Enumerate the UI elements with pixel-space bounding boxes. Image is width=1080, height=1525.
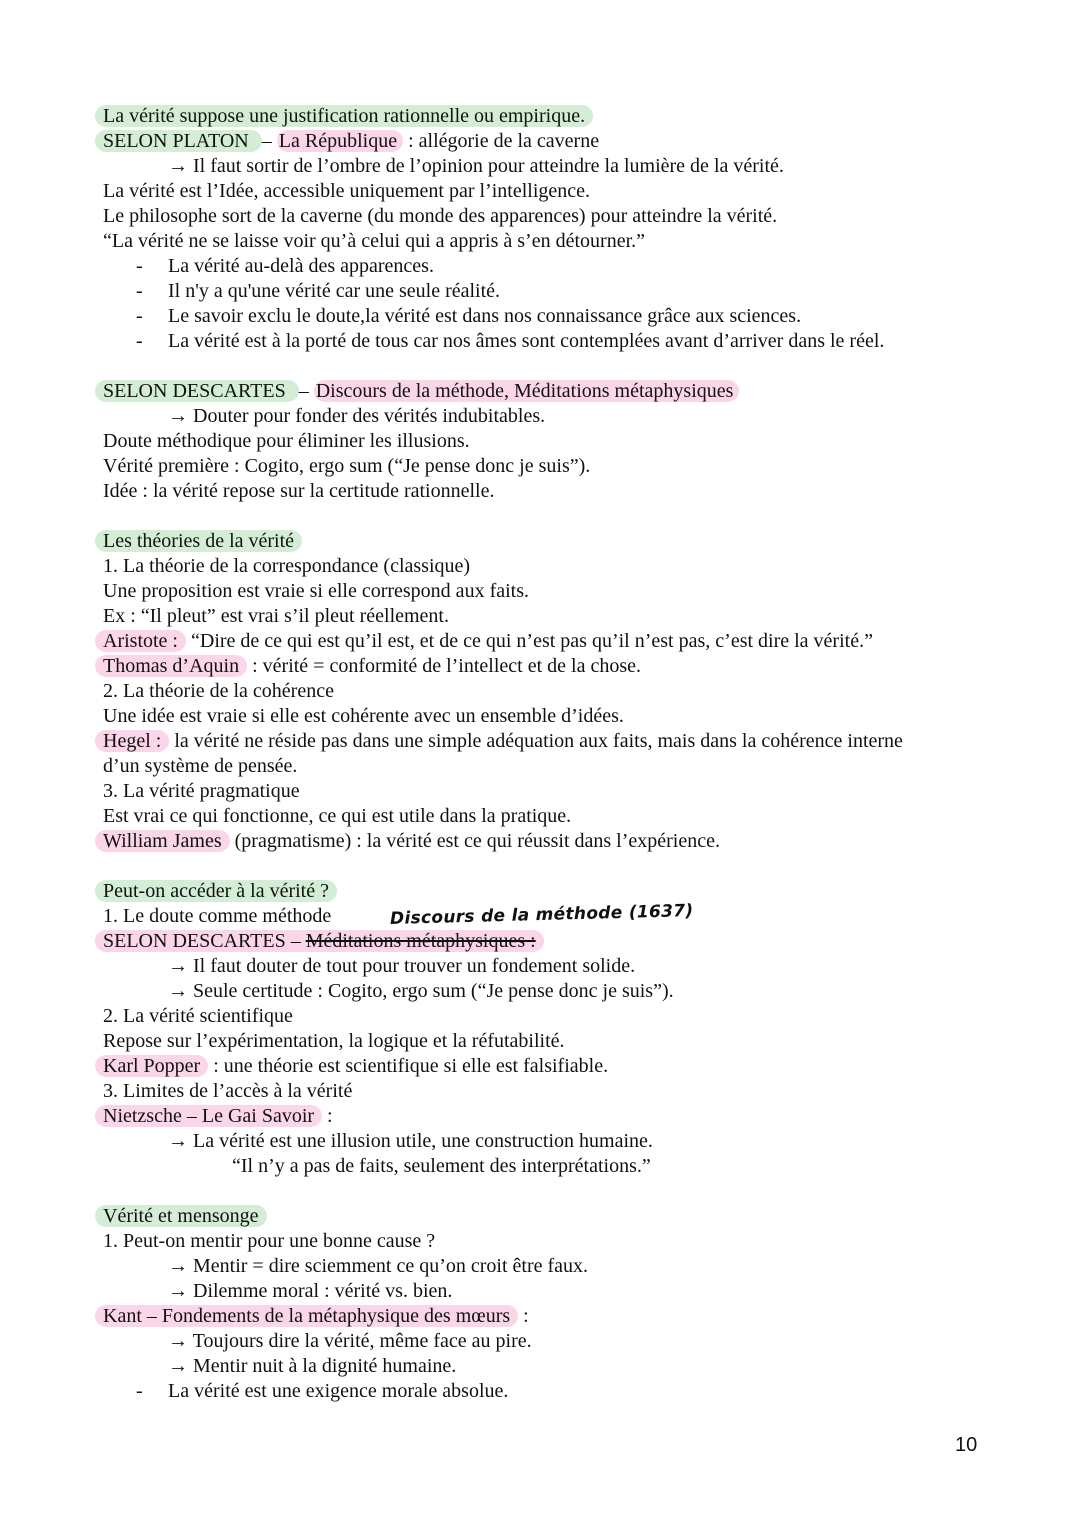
author-nietzsche: Nietzsche – Le Gai Savoir	[95, 1105, 322, 1127]
subheading: 1. Le doute comme méthode	[103, 905, 332, 927]
nietzsche-line: Nietzsche – Le Gai Savoir :	[103, 1104, 333, 1129]
platon-name: SELON PLATON	[95, 130, 262, 152]
quote-line: “La vérité ne se laisse voir qu’à celui qui a appris à s’en détourner.”	[103, 230, 646, 252]
author-hegel: Hegel :	[95, 730, 169, 752]
popper-line: Karl Popper : une théorie est scientifique si elle est falsifiable.	[103, 1054, 608, 1079]
bullet-dash: -	[136, 255, 143, 277]
text-line: Ex : “Il pleut” est vrai s’il pleut réellement.	[103, 605, 449, 627]
arrow-line: → Dilemme moral : vérité vs. bien.	[168, 1280, 453, 1302]
text-line: Une idée est vraie si elle est cohérente avec un ensemble d’idées.	[103, 705, 624, 727]
arrow-line: → Douter pour fonder des vérités indubitables.	[168, 405, 546, 427]
author-popper: Karl Popper	[95, 1055, 208, 1077]
text-line: Une proposition est vraie si elle correspond aux faits.	[103, 580, 529, 602]
struck-text: Méditations métaphysiques :	[305, 930, 536, 952]
highlight-pink: SELON DESCARTES – Méditations métaphysiques :	[95, 930, 544, 952]
section-title: Les théories de la vérité	[103, 529, 302, 554]
bullet-dash: -	[136, 305, 143, 327]
bullet-item: La vérité est une exigence morale absolue.	[168, 1380, 509, 1402]
text-line: Le philosophe sort de la caverne (du monde des apparences) pour atteindre la vérité.	[103, 205, 778, 227]
hegel-line: Hegel : la vérité ne réside pas dans une simple adéquation aux faits, mais dans la cohérence interne	[103, 729, 903, 754]
james-line: William James (pragmatisme) : la vérité est ce qui réussit dans l’expérience.	[103, 829, 720, 854]
bullet-item: La vérité est à la porté de tous car nos âmes sont contemplées avant d’arriver dans le réel.	[168, 330, 885, 352]
arrow-line: → Seule certitude : Cogito, ergo sum (“Je pense donc je suis”).	[168, 980, 674, 1002]
arrow-line: → Il faut douter de tout pour trouver un fondement solide.	[168, 955, 636, 977]
highlight-green: La vérité suppose une justification rationnelle ou empirique.	[95, 105, 593, 127]
platon-heading: SELON PLATON – La République : allégorie de la caverne	[103, 129, 599, 154]
text-line: Doute méthodique pour éliminer les illusions.	[103, 430, 470, 452]
bullet-dash: -	[136, 280, 143, 302]
text-line: Repose sur l’expérimentation, la logique et la réfutabilité.	[103, 1030, 565, 1052]
text-line: Idée : la vérité repose sur la certitude rationnelle.	[103, 480, 495, 502]
platon-work: La République	[277, 130, 403, 152]
text-line: d’un système de pensée.	[103, 755, 298, 777]
descartes-heading-2	[103, 929, 544, 954]
subheading: 3. Limites de l’accès à la vérité	[103, 1080, 353, 1102]
bullet-item: La vérité au-delà des apparences.	[168, 255, 434, 277]
subheading: 2. La vérité scientifique	[103, 1005, 293, 1027]
thomas-line: Thomas d’Aquin : vérité = conformité de l’intellect et de la chose.	[103, 654, 641, 679]
descartes-heading: SELON DESCARTES – Discours de la méthode, Méditations métaphysiques	[103, 379, 739, 404]
text-line: Vérité première : Cogito, ergo sum (“Je pense donc je suis”).	[103, 455, 591, 477]
subheading: 2. La théorie de la cohérence	[103, 680, 334, 702]
bullet-item: Il n'y a qu'une vérité car une seule réalité.	[168, 280, 501, 302]
intro-line	[103, 104, 593, 129]
arrow-line: → Il faut sortir de l’ombre de l’opinion pour atteindre la lumière de la vérité.	[168, 155, 784, 177]
author-aristote: Aristote :	[95, 630, 186, 652]
text-line: Est vrai ce qui fonctionne, ce qui est utile dans la pratique.	[103, 805, 572, 827]
author-thomas: Thomas d’Aquin	[95, 655, 247, 677]
arrow-line: → Toujours dire la vérité, même face au pire.	[168, 1330, 532, 1352]
subheading: 1. Peut-on mentir pour une bonne cause ?	[103, 1230, 436, 1252]
handwritten-note: Discours de la méthode (1637)	[389, 901, 694, 929]
kant-line: Kant – Fondements de la métaphysique des mœurs :	[103, 1304, 529, 1329]
quote-line: “Il n’y a pas de faits, seulement des interprétations.”	[232, 1155, 651, 1177]
arrow-line: → La vérité est une illusion utile, une construction humaine.	[168, 1130, 653, 1152]
aristote-line: Aristote : “Dire de ce qui est qu’il est, et de ce qui n’est pas qu’il n’est pas, c’est dire la vérité.”	[103, 629, 873, 654]
descartes-name: SELON DESCARTES	[95, 380, 299, 402]
arrow-line: → Mentir = dire sciemment ce qu’on croit être faux.	[168, 1255, 589, 1277]
descartes-works: Discours de la méthode, Méditations métaphysiques	[314, 380, 740, 402]
subheading: 3. La vérité pragmatique	[103, 780, 300, 802]
section-title: Vérité et mensonge	[103, 1204, 267, 1229]
author-kant: Kant – Fondements de la métaphysique des mœurs	[95, 1305, 518, 1327]
page-number: 10	[955, 1434, 978, 1456]
bullet-item: Le savoir exclu le doute,la vérité est dans nos connaissance grâce aux sciences.	[168, 305, 802, 327]
author-james: William James	[95, 830, 230, 852]
bullet-dash: -	[136, 1380, 143, 1402]
text-line: La vérité est l’Idée, accessible uniquement par l’intelligence.	[103, 180, 591, 202]
arrow-line: → Mentir nuit à la dignité humaine.	[168, 1355, 457, 1377]
section-title: Peut-on accéder à la vérité ?	[103, 879, 337, 904]
bullet-dash: -	[136, 330, 143, 352]
subheading: 1. La théorie de la correspondance (classique)	[103, 555, 471, 577]
